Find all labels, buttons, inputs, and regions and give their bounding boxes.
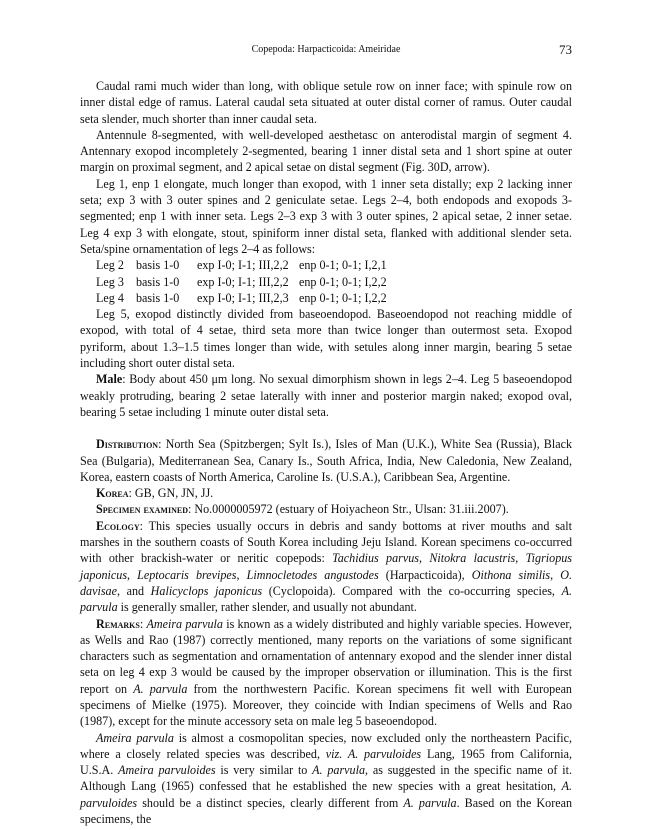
paragraph-korea [80,485,572,501]
paragraph-antennule: Antennule 8-segmented, with well-developed aesthetasc on anterodistal margin of segment 4. Antennary exopod incompletely 2-segmented, bearing 1 inner distal seta and 1 short spine at outer margin on proximal segment, and 2 apical setae on distal segment (Fig. 30D, arrow). [80,127,572,175]
table-cell-leg: Leg 4 [96,290,124,305]
male-text: : Body about 450 μm long. No sexual dimorphism shown in legs 2–4. Leg 5 baseoendopod weakly protruding, bearing 2 setae laterally with inner and posterior margin naked; exopod oval, bearing 5 setae including 1 minute outer distal seta. [80,372,572,419]
species-name: Ameira parvula [146,616,223,631]
final-text: is almost a cosmopolitan species, now excluded only the northeastern Pacific, where a closely related species was described, [80,730,572,761]
remarks-text: : [139,616,147,631]
remarks-text: is known as a widely distributed and highly variable species. However, as Wells and Rao (1987) correctly mentioned, many reports on the variations of some significant characters such as segmentation and ornamentation of antennary exopod and the slender inner distal seta on leg 4 exp 3 would be caused by the improper observation or illumination. This is the first report on [80,616,572,696]
korea-label: Korea [96,486,129,501]
paragraph-final [80,730,572,828]
table-cell-enp: enp 0-1; 0-1; I,2,2 [299,290,387,305]
distribution-text: : North Sea (Spitzbergen; Sylt Is.), Isles of Man (U.K.), White Sea (Russia), Black Sea (Bulgaria), Mediterranean Sea, Canary Is., South Africa, India, New Caledonia, New Zealand, Korea, eastern coasts of North America, Caroline Is. (U.S.A.), Caribbean Sea, Argentine. [80,437,572,484]
ecology-text: , [515,551,526,566]
running-title: Copepoda: Harpacticoida: Ameiridae [251,44,401,55]
table-row [80,274,572,290]
paragraph-distribution [80,436,572,485]
final-text: is very similar to [215,763,313,778]
remarks-label: Remarks [96,616,140,631]
paragraph-male [80,371,572,420]
paragraph-leg5: Leg 5, exopod distinctly divided from baseoendopod. Baseoendopod not reaching middle of exopod, with total of 4 setae, third seta more than twice longer than outermost seta. Exopod pyriform, about 1.3–1.5 times longer than wide, with setules along inner margin, bearing 5 setae including short outer distal seta. [80,307,572,371]
ecology-text: , [127,567,138,582]
ecology-text: (Cyclopoida). Compared with the co-occurring species, [262,583,562,598]
table-cell-basis: basis 1-0 [136,258,180,273]
running-header [80,44,572,60]
table-cell-exp: exp I-0; I-1; III,2,3 [197,290,289,305]
species-name: Ameira parvuloides [118,763,216,778]
table-cell-exp: exp I-0; I-1; III,2,2 [197,274,289,289]
final-text: should be a distinct species, clearly different from [137,795,404,810]
species-name: Tachidius parvus [332,551,419,566]
male-label: Male [96,372,123,387]
seta-spine-table [80,257,572,306]
specimen-text: : No.0000005972 (estuary of Hoiyacheon Str., Ulsan: 31.iii.2007). [187,502,509,517]
table-cell-leg: Leg 2 [96,258,124,273]
species-name: Nitokra lacustris [429,551,516,566]
species-name: Halicyclops japonicus [150,583,263,598]
species-name: Oithona similis [471,567,551,582]
species-name: Tigriopus japonicus [80,551,572,582]
table-row [80,290,572,306]
ecology-text: , [236,567,247,582]
korea-text: : GB, GN, JN, JJ. [128,486,214,501]
species-name: Ameira parvula [96,730,174,745]
ecology-text: , [418,551,430,566]
final-text: Lang, 1965 from California, U.S.A. [80,746,572,778]
species-name: A. parvula [80,583,572,615]
table-cell-basis: basis 1-0 [136,274,180,289]
body-text [80,78,572,827]
table-cell-basis: basis 1-0 [136,290,180,305]
page-number: 73 [559,42,572,57]
species-name: A. parvula [312,763,365,778]
table-cell-leg: Leg 3 [96,274,124,289]
final-text: , as suggested in the specific name of it. Although Lang (1965) confessed that he established the new species with a great hesitation, [80,763,573,794]
species-name: O. davisae [80,567,573,598]
ecology-text: is generally smaller, rather slender, and usually not abundant. [117,600,417,615]
ecology-label: Ecology [96,518,140,533]
table-row [80,257,572,273]
species-name: Leptocaris brevipes [137,567,237,582]
species-name: A. parvuloides [80,779,572,810]
specimen-label: Specimen examined [96,502,188,517]
paragraph-caudal-rami: Caudal rami much wider than long, with oblique setule row on inner face; with spinule row on inner distal edge of ramus. Lateral caudal seta situated at outer distal corner of ramus. Outer caudal seta slender, much shorter than inner caudal seta. [80,79,572,126]
species-name: Limnocletodes angustodes [246,567,379,582]
final-text: . Based on the Korean specimens, the [80,795,572,827]
distribution-label: Distribution [96,437,159,452]
species-name: viz. A. parvuloides [325,746,422,761]
paragraph-remarks [80,616,572,730]
paragraph-ecology [80,518,572,616]
paragraph-specimen [80,501,572,517]
ecology-text: , and [116,583,151,598]
species-name: A. parvula [403,795,457,810]
ecology-text: : This species usually occurs in debris and sandy bottoms at river mouths and salt marshes in the southern coasts of South Korea including Jeju Island. Korean specimens co-occurred with other brackish-water or neritic copepods: [80,518,572,566]
table-cell-exp: exp I-0; I-1; III,2,2 [197,258,289,273]
paragraph-leg1: Leg 1, enp 1 elongate, much longer than exopod, with 1 inner seta distally; exp 2 lacking inner seta; exp 3 with 3 outer spines and 2 geniculate setae. Legs 2–4, both endopods and exopods 3-segmented; enp 1 with inner seta. Legs 2–3 exp 3 with 3 outer spines, 2 apical setae, 2 inner setae. Leg 4 exp 3 with elongate, stout, spiniform inner distal seta, flanked with additional slender seta. Seta/spine ornamentation of legs 2–4 as follows: [80,176,572,256]
ecology-text: (Harpacticoida), [378,567,472,582]
species-name: A. parvula [133,681,188,696]
ecology-text: , [550,567,561,582]
table-cell-enp: enp 0-1; 0-1; I,2,1 [299,258,387,273]
table-cell-enp: enp 0-1; 0-1; I,2,2 [299,274,387,289]
remarks-text: from the northwestern Pacific. Korean specimens fit well with European specimens of Mielke (1975). Moreover, they coincide with Indian specimens of Wells and Rao (1987), except for the minute accessory seta on male leg 5 baseoendopod. [80,681,572,729]
